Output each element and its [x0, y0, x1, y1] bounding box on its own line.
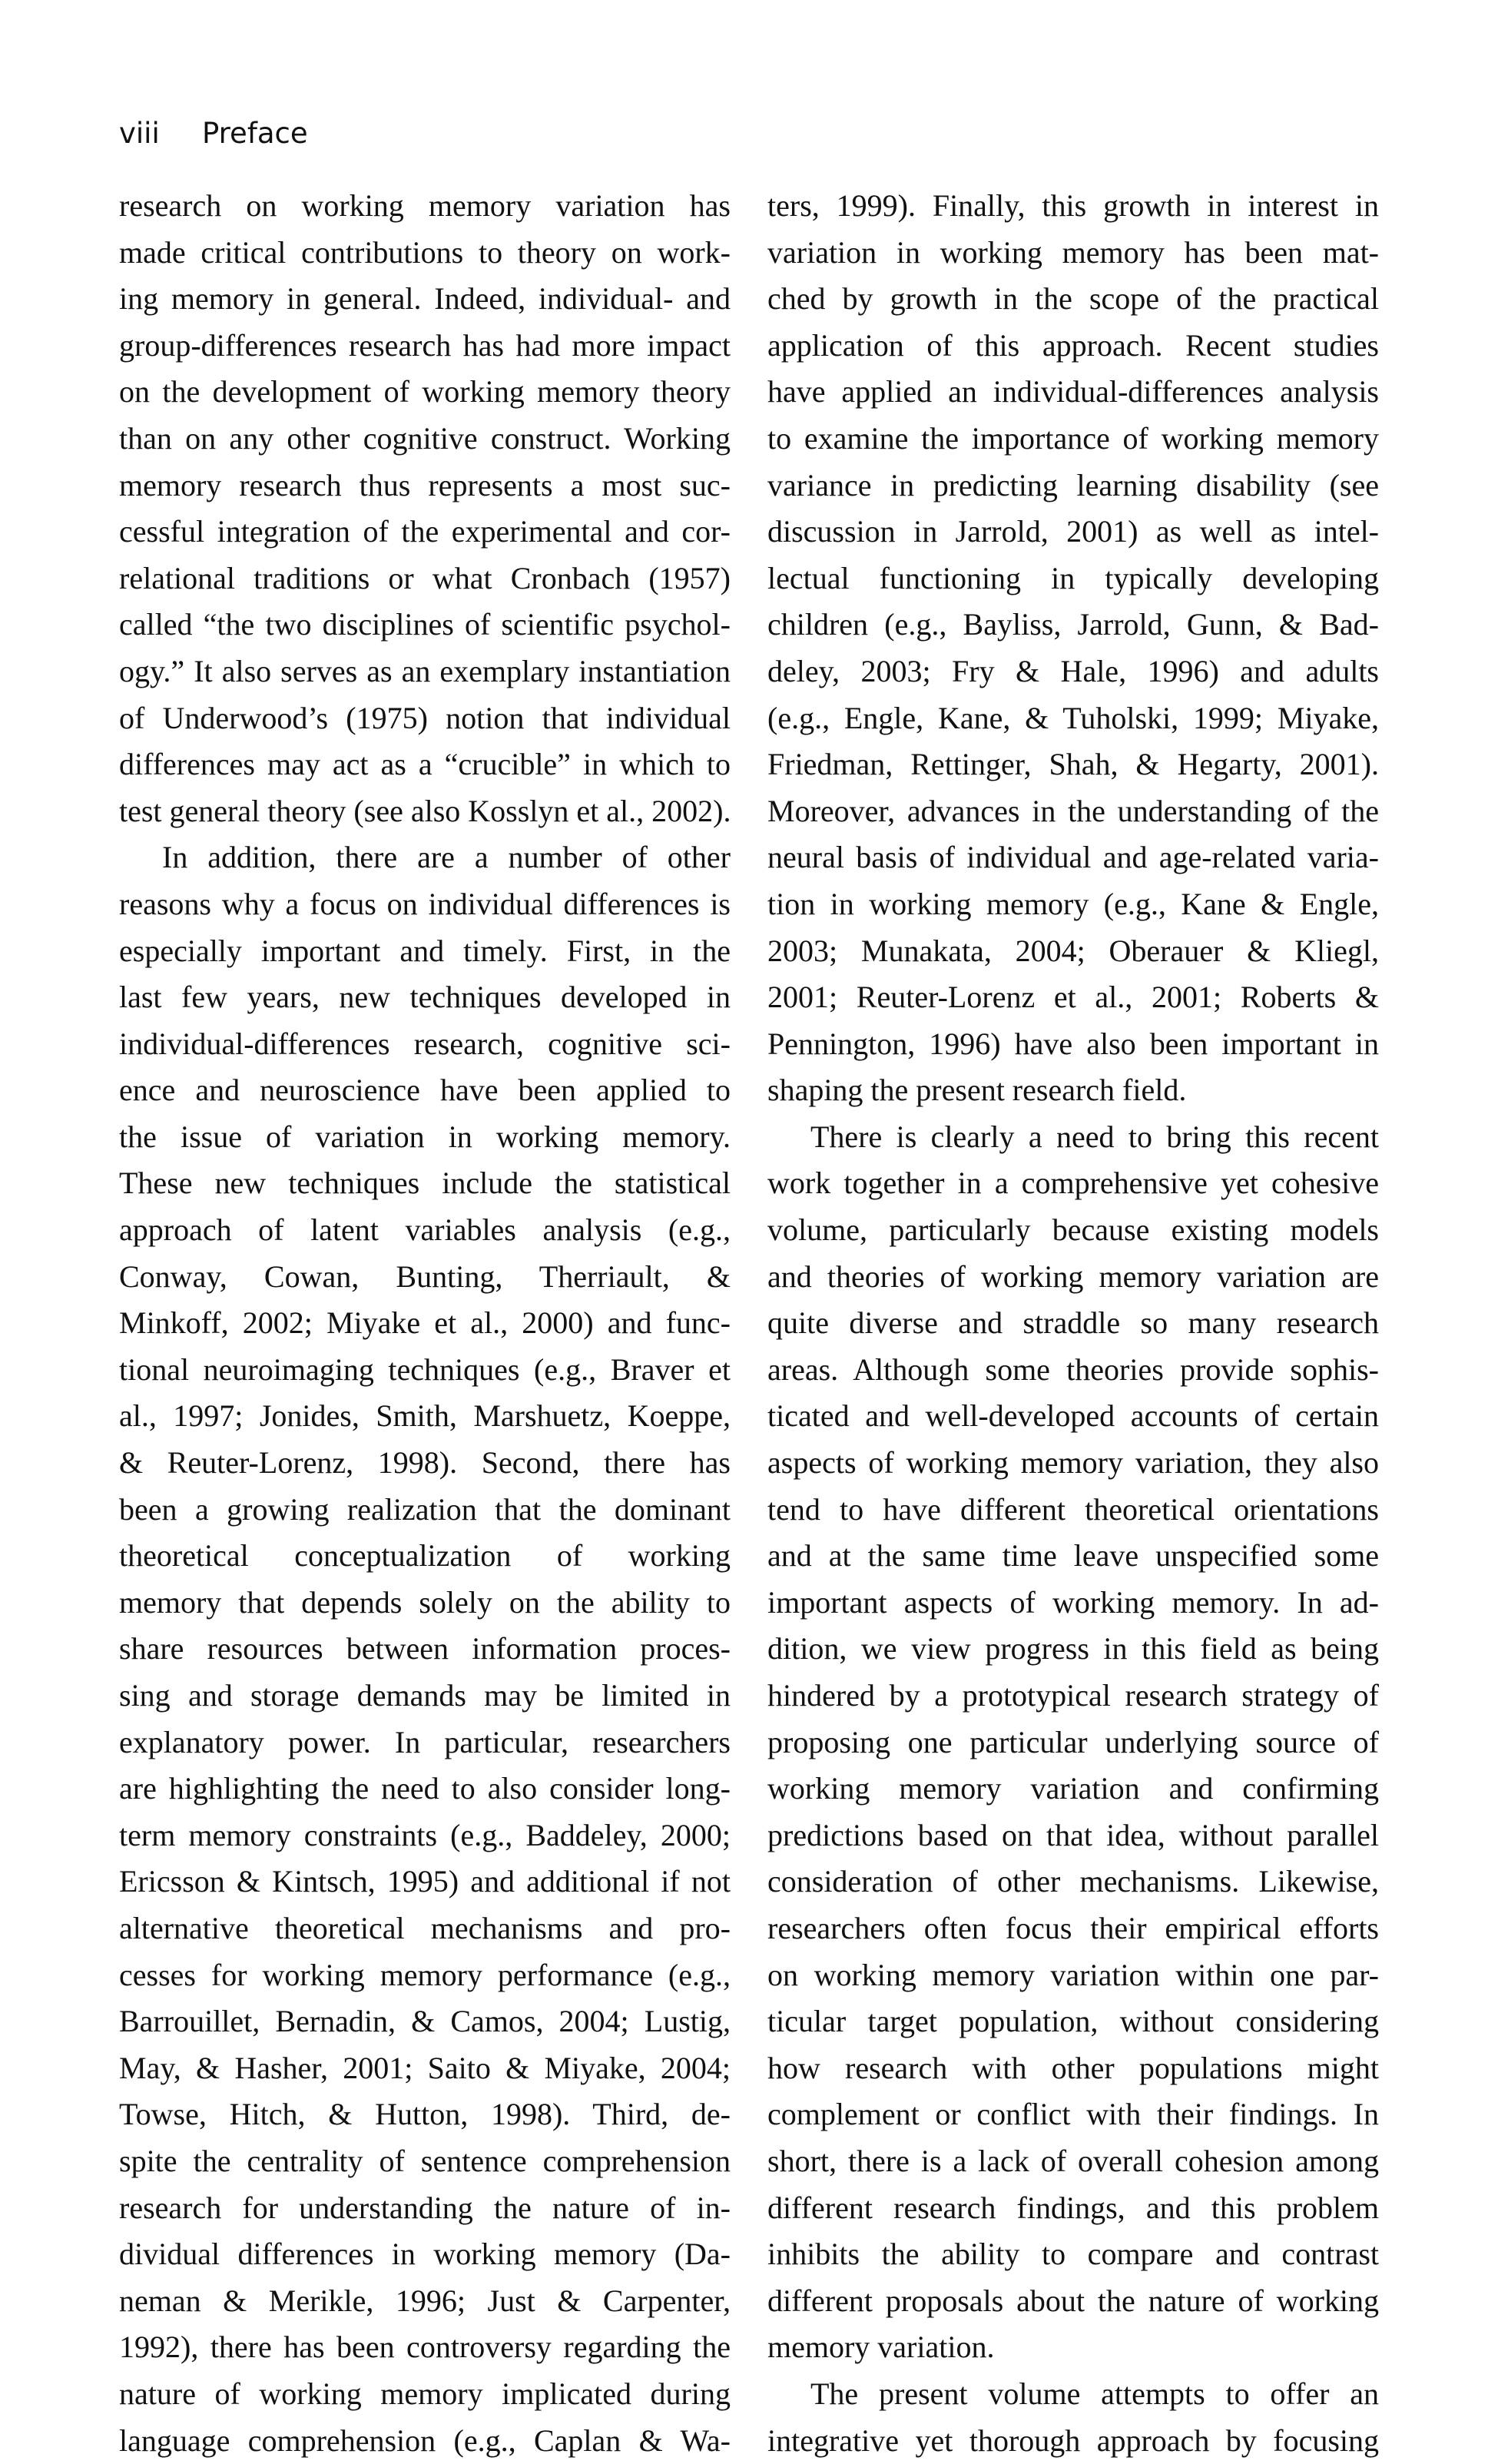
- text-line: deley, 2003; Fry & Hale, 1996) and adults: [767, 648, 1379, 695]
- text-line: theoretical conceptualization of working: [119, 1533, 731, 1580]
- text-line: on the development of working memory theory: [119, 369, 731, 416]
- text-line: ence and neuroscience have been applied to: [119, 1067, 731, 1114]
- text-line: May, & Hasher, 2001; Saito & Miyake, 2004;: [119, 2045, 731, 2092]
- text-line: areas. Although some theories provide sophis-: [767, 1347, 1379, 1394]
- text-line: memory variation.: [767, 2324, 1379, 2371]
- text-line: children (e.g., Bayliss, Jarrold, Gunn, & Bad-: [767, 602, 1379, 648]
- paragraph-first-line: In addition, there are a number of other: [119, 834, 731, 881]
- text-line: Pennington, 1996) have also been important in: [767, 1021, 1379, 1068]
- text-line: alternative theoretical mechanisms and pro-: [119, 1905, 731, 1952]
- text-line: 2003; Munakata, 2004; Oberauer & Kliegl,: [767, 928, 1379, 975]
- text-line: variance in predicting learning disability (see: [767, 463, 1379, 509]
- text-line: predictions based on that idea, without parallel: [767, 1812, 1379, 1859]
- text-line: made critical contributions to theory on work-: [119, 230, 731, 277]
- text-line: and theories of working memory variation are: [767, 1254, 1379, 1301]
- text-line: ters, 1999). Finally, this growth in interest in: [767, 183, 1379, 230]
- text-line: neman & Merikle, 1996; Just & Carpenter,: [119, 2278, 731, 2325]
- text-line: important aspects of working memory. In ad-: [767, 1580, 1379, 1627]
- text-line: spite the centrality of sentence comprehension: [119, 2138, 731, 2185]
- text-line: lectual functioning in typically developing: [767, 555, 1379, 602]
- text-line: language comprehension (e.g., Caplan & Wa-: [119, 2418, 731, 2464]
- paragraph-first-line: There is clearly a need to bring this recent: [767, 1114, 1379, 1161]
- text-line: integrative yet thorough approach by focusing: [767, 2418, 1379, 2464]
- text-line: are highlighting the need to also consider long-: [119, 1766, 731, 1812]
- text-line: & Reuter-Lorenz, 1998). Second, there has: [119, 1440, 731, 1487]
- text-line: hindered by a prototypical research strategy of: [767, 1673, 1379, 1719]
- text-line: approach of latent variables analysis (e.g.,: [119, 1207, 731, 1254]
- text-line: al., 1997; Jonides, Smith, Marshuetz, Koeppe,: [119, 1393, 731, 1440]
- text-line: application of this approach. Recent studies: [767, 323, 1379, 370]
- text-line: 2001; Reuter-Lorenz et al., 2001; Roberts &: [767, 974, 1379, 1021]
- text-line: been a growing realization that the dominant: [119, 1487, 731, 1534]
- text-line: especially important and timely. First, in the: [119, 928, 731, 975]
- text-line: how research with other populations might: [767, 2045, 1379, 2092]
- text-line: cessful integration of the experimental and cor-: [119, 509, 731, 555]
- page-number: viii: [119, 117, 202, 150]
- text-line: group-differences research has had more impact: [119, 323, 731, 370]
- text-line: dividual differences in working memory (Da-: [119, 2231, 731, 2278]
- text-line: sing and storage demands may be limited in: [119, 1673, 731, 1719]
- text-line: Moreover, advances in the understanding of the: [767, 788, 1379, 835]
- text-line: explanatory power. In particular, researchers: [119, 1719, 731, 1766]
- text-line: have applied an individual-differences analysis: [767, 369, 1379, 416]
- text-line: memory that depends solely on the ability to: [119, 1580, 731, 1627]
- text-line: complement or conflict with their findings. In: [767, 2091, 1379, 2138]
- text-line: ticular target population, without considering: [767, 1998, 1379, 2045]
- running-head: [119, 117, 308, 150]
- text-line: researchers often focus their empirical efforts: [767, 1905, 1379, 1952]
- text-line: share resources between information proces-: [119, 1626, 731, 1673]
- text-line: Barrouillet, Bernadin, & Camos, 2004; Lustig,: [119, 1998, 731, 2045]
- running-title: Preface: [202, 117, 308, 150]
- text-line: reasons why a focus on individual differences is: [119, 881, 731, 928]
- text-line: ticated and well-developed accounts of certain: [767, 1393, 1379, 1440]
- text-line: different proposals about the nature of working: [767, 2278, 1379, 2325]
- text-line: differences may act as a “crucible” in which to: [119, 741, 731, 788]
- text-line: term memory constraints (e.g., Baddeley, 2000;: [119, 1812, 731, 1859]
- text-line: short, there is a lack of overall cohesion among: [767, 2138, 1379, 2185]
- text-line: on working memory variation within one par-: [767, 1952, 1379, 1999]
- text-line: Friedman, Rettinger, Shah, & Hegarty, 2001).: [767, 741, 1379, 788]
- text-line: individual-differences research, cognitive sci-: [119, 1021, 731, 1068]
- text-line: memory research thus represents a most suc-: [119, 463, 731, 509]
- text-line: variation in working memory has been mat-: [767, 230, 1379, 277]
- text-line: aspects of working memory variation, they also: [767, 1440, 1379, 1487]
- text-line: to examine the importance of working memory: [767, 416, 1379, 463]
- text-line: tional neuroimaging techniques (e.g., Braver et: [119, 1347, 731, 1394]
- text-line: consideration of other mechanisms. Likewise,: [767, 1859, 1379, 1905]
- text-line: working memory variation and confirming: [767, 1766, 1379, 1812]
- text-column-left: [119, 183, 731, 2464]
- text-line: ing memory in general. Indeed, individual- and: [119, 276, 731, 323]
- text-line: (e.g., Engle, Kane, & Tuholski, 1999; Miyake,: [767, 695, 1379, 742]
- text-line: dition, we view progress in this field as being: [767, 1626, 1379, 1673]
- text-line: neural basis of individual and age-related varia-: [767, 834, 1379, 881]
- text-line: test general theory (see also Kosslyn et al., 2002).: [119, 788, 731, 835]
- text-line: ogy.” It also serves as an exemplary instantiation: [119, 648, 731, 695]
- text-line: research for understanding the nature of in-: [119, 2185, 731, 2232]
- text-line: discussion in Jarrold, 2001) as well as intel-: [767, 509, 1379, 555]
- text-line: called “the two disciplines of scientific psychol-: [119, 602, 731, 648]
- text-line: the issue of variation in working memory.: [119, 1114, 731, 1161]
- text-line: last few years, new techniques developed in: [119, 974, 731, 1021]
- text-line: Minkoff, 2002; Miyake et al., 2000) and func-: [119, 1300, 731, 1347]
- text-line: quite diverse and straddle so many research: [767, 1300, 1379, 1347]
- text-line: Conway, Cowan, Bunting, Therriault, &: [119, 1254, 731, 1301]
- text-line: Ericsson & Kintsch, 1995) and additional if not: [119, 1859, 731, 1905]
- text-line: than on any other cognitive construct. Working: [119, 416, 731, 463]
- text-line: Towse, Hitch, & Hutton, 1998). Third, de-: [119, 2091, 731, 2138]
- text-line: These new techniques include the statistical: [119, 1160, 731, 1207]
- text-line: research on working memory variation has: [119, 183, 731, 230]
- text-line: proposing one particular underlying source of: [767, 1719, 1379, 1766]
- text-line: work together in a comprehensive yet cohesive: [767, 1160, 1379, 1207]
- text-line: different research findings, and this problem: [767, 2185, 1379, 2232]
- text-line: tion in working memory (e.g., Kane & Engle,: [767, 881, 1379, 928]
- text-line: relational traditions or what Cronbach (1957): [119, 555, 731, 602]
- text-line: inhibits the ability to compare and contrast: [767, 2231, 1379, 2278]
- text-line: of Underwood’s (1975) notion that individual: [119, 695, 731, 742]
- text-line: tend to have different theoretical orientations: [767, 1487, 1379, 1534]
- text-column-right: [767, 183, 1379, 2464]
- text-line: volume, particularly because existing models: [767, 1207, 1379, 1254]
- text-line: and at the same time leave unspecified some: [767, 1533, 1379, 1580]
- text-line: shaping the present research field.: [767, 1067, 1379, 1114]
- paragraph-first-line: The present volume attempts to offer an: [767, 2371, 1379, 2418]
- text-line: 1992), there has been controversy regarding the: [119, 2324, 731, 2371]
- text-line: nature of working memory implicated during: [119, 2371, 731, 2418]
- text-line: ched by growth in the scope of the practical: [767, 276, 1379, 323]
- text-line: cesses for working memory performance (e.g.,: [119, 1952, 731, 1999]
